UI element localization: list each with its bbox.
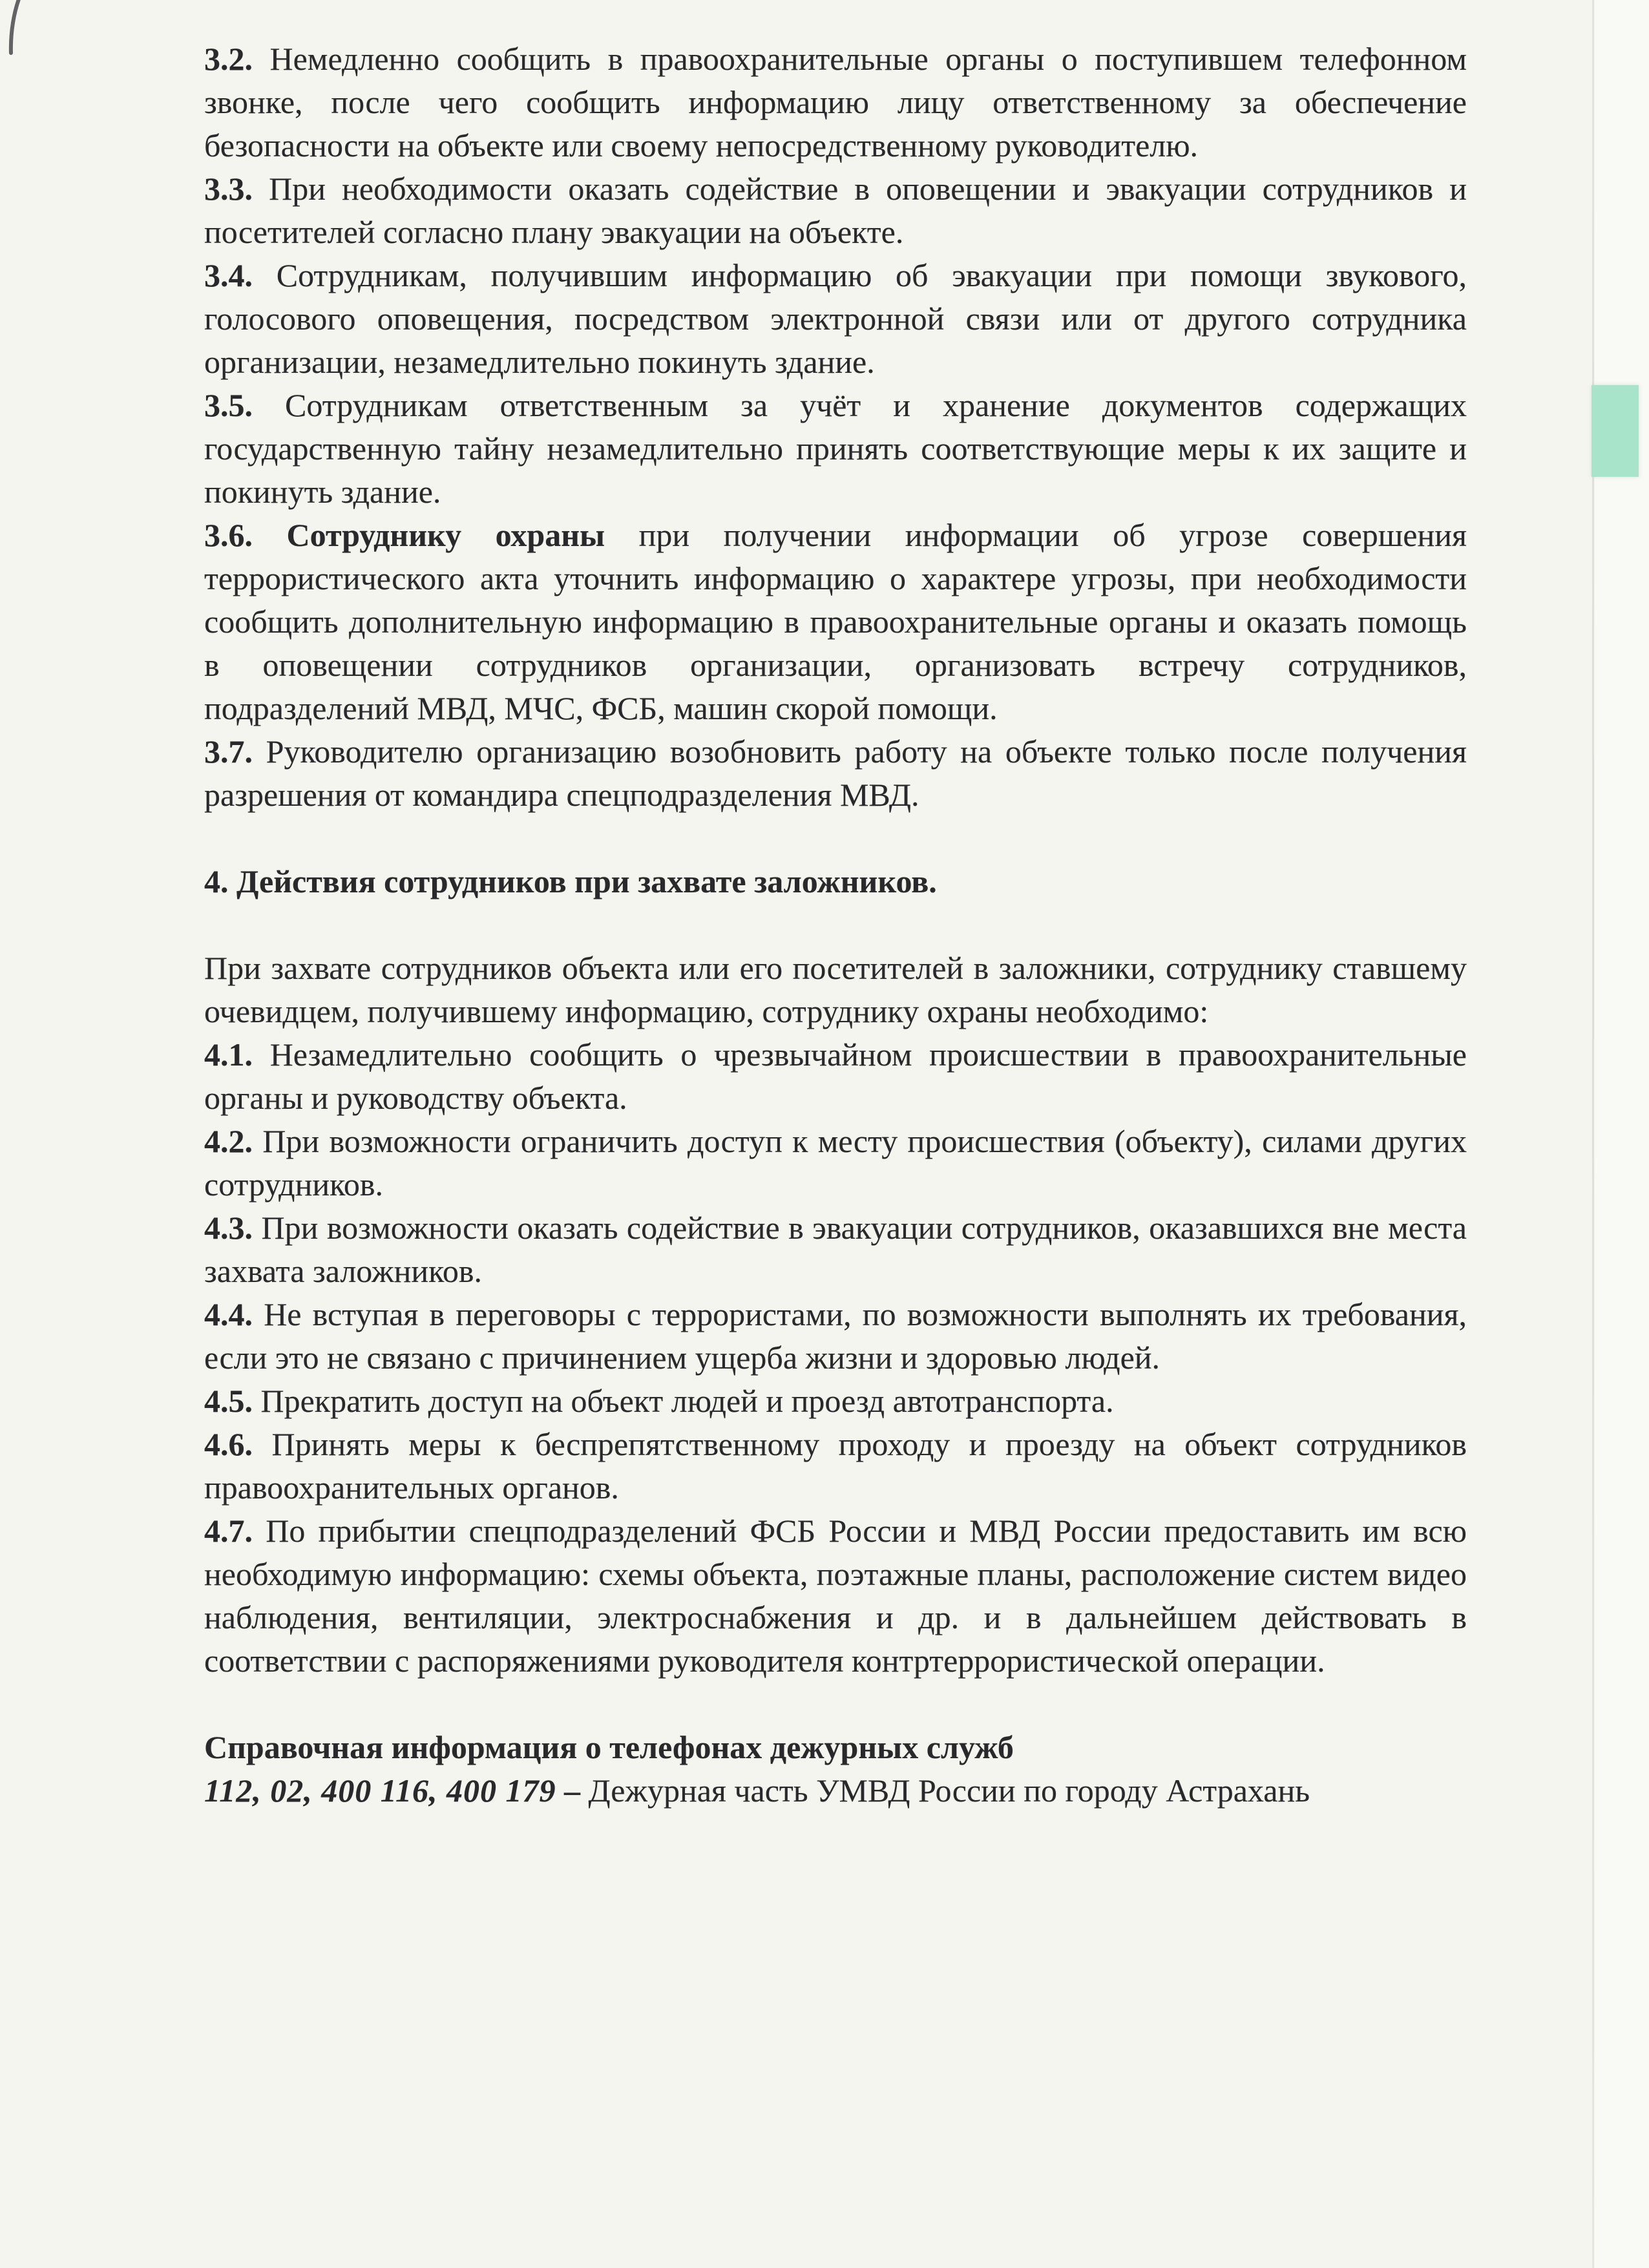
paragraph-4-2	[204, 1120, 1467, 1206]
item-number-4-3: 4.3.	[204, 1210, 253, 1246]
page-edge-line	[1592, 0, 1594, 2268]
scan-corner-mark	[0, 0, 39, 58]
paragraph-4-7	[204, 1509, 1467, 1683]
item-number-3-6: 3.6.	[204, 517, 253, 553]
paragraph-3-7-text: Руководителю организацию возобновить работу на объекте только после получения разрешения от командира спецподразделения МВД.	[204, 733, 1467, 813]
item-number-4-4: 4.4.	[204, 1296, 253, 1332]
paragraph-3-5-text: Сотрудникам ответственным за учёт и хранение документов содержащих государственную тайну незамедлительно принять соответствующие меры к их защите и покинуть здание.	[204, 387, 1467, 510]
item-number-3-4: 3.4.	[204, 257, 253, 293]
item-number-3-2: 3.2.	[204, 41, 253, 77]
paragraph-4-4	[204, 1293, 1467, 1380]
paragraph-4-6	[204, 1423, 1467, 1509]
item-number-4-1: 4.1.	[204, 1036, 253, 1073]
dash-separator: –	[563, 1772, 580, 1809]
paragraph-3-6	[204, 514, 1467, 730]
paragraph-4-2-text: При возможности ограничить доступ к месту происшествия (объекту), силами других сотрудников.	[204, 1123, 1467, 1202]
reference-phones-line	[204, 1769, 1467, 1812]
paragraph-4-3-text: При возможности оказать содействие в эвакуации сотрудников, оказавшихся вне места захвата заложников.	[204, 1210, 1467, 1289]
paragraph-4-7-text: По прибытии спецподразделений ФСБ России и МВД России предоставить им всю необходимую информацию: схемы объекта, поэтажные планы, расположение систем видео наблюдения, вентиляции, электроснабжения и др. и в дальнейшем действовать в соответствии с распоряжениями руководителя контртеррористической операции.	[204, 1513, 1467, 1679]
paragraph-3-2-text: Немедленно сообщить в правоохранительные органы о поступившем телефонном звонке, после чего сообщить информацию лицу ответственному за обеспечение безопасности на объекте или своему непосредственному руководителю.	[204, 41, 1467, 163]
phone-description: Дежурная часть УМВД России по городу Астрахань	[588, 1772, 1310, 1809]
item-number-4-6: 4.6.	[204, 1426, 253, 1462]
paragraph-4-6-text: Принять меры к беспрепятственному проходу и проезду на объект сотрудников правоохранительных органов.	[204, 1426, 1467, 1506]
sticky-tab	[1591, 385, 1639, 477]
section-4-heading: 4. Действия сотрудников при захвате заложников.	[204, 863, 937, 899]
item-number-3-5: 3.5.	[204, 387, 253, 423]
item-number-4-5: 4.5.	[204, 1383, 253, 1419]
paragraph-4-4-text: Не вступая в переговоры с террористами, по возможности выполнять их требования, если это не связано с причинением ущерба жизни и здоровью людей.	[204, 1296, 1467, 1376]
paragraph-4-1-text: Незамедлительно сообщить о чрезвычайном происшествии в правоохранительные органы и руководству объекта.	[204, 1036, 1467, 1116]
item-number-3-3: 3.3.	[204, 171, 253, 207]
paragraph-3-4	[204, 254, 1467, 384]
paragraph-3-6-text: при получении информации об угрозе совершения террористического акта уточнить информацию о характере угрозы, при необходимости сообщить дополнительную информацию в правоохранительные органы и оказать помощь в оповещении сотрудников организации, организовать встречу сотрудников, подразделений МВД, МЧС, ФСБ, машин скорой помощи.	[204, 517, 1467, 726]
page-edge-strip	[1595, 0, 1649, 2268]
paragraph-4-5-text: Прекратить доступ на объект людей и проезд автотранспорта.	[260, 1383, 1114, 1419]
paragraph-4-1	[204, 1033, 1467, 1120]
document-content	[204, 37, 1467, 1812]
section-4-intro: При захвате сотрудников объекта или его посетителей в заложники, сотруднику ставшему очевидцем, получившему информацию, сотруднику охраны необходимо:	[204, 950, 1467, 1029]
paragraph-3-3	[204, 167, 1467, 254]
paragraph-4-5	[204, 1380, 1467, 1423]
item-number-4-2: 4.2.	[204, 1123, 253, 1159]
blank-line	[204, 903, 1467, 947]
blank-line	[204, 1683, 1467, 1726]
paragraph-3-3-text: При необходимости оказать содействие в оповещении и эвакуации сотрудников и посетителей согласно плану эвакуации на объекте.	[204, 171, 1467, 250]
reference-heading: Справочная информация о телефонах дежурных служб	[204, 1729, 1014, 1765]
item-number-3-7: 3.7.	[204, 733, 253, 770]
phone-numbers: 112, 02, 400 116, 400 179	[204, 1772, 556, 1809]
item-number-4-7: 4.7.	[204, 1513, 253, 1549]
blank-line	[204, 817, 1467, 860]
paragraph-3-2	[204, 37, 1467, 167]
paragraph-3-7	[204, 730, 1467, 817]
paragraph-3-5	[204, 384, 1467, 514]
paragraph-3-6-bold-lead: Сотруднику охраны	[286, 517, 605, 553]
paragraph-4-3	[204, 1206, 1467, 1293]
paragraph-3-4-text: Сотрудникам, получившим информацию об эвакуации при помощи звукового, голосового оповещения, посредством электронной связи или от другого сотрудника организации, незамедлительно покинуть здание.	[204, 257, 1467, 380]
